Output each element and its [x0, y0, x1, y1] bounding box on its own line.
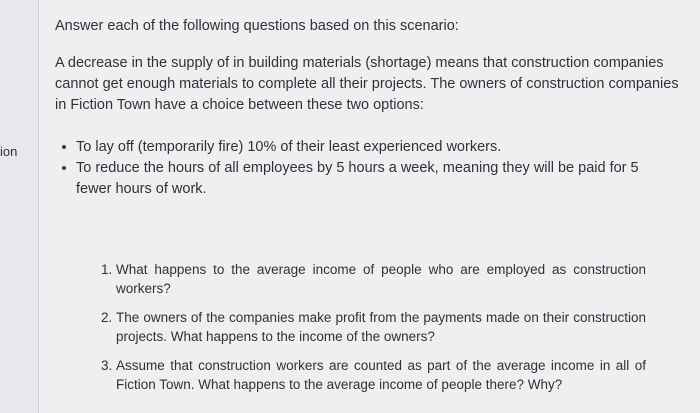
scenario-paragraph: A decrease in the supply of in building materials (shortage) means that construction companies cannot get enough materials to complete all their projects. The owners of construction companies in Fiction Town have a choice between these two options: [55, 55, 679, 113]
option-item [62, 137, 662, 158]
question-number: 3. [101, 358, 113, 373]
question-number: 1. [101, 262, 113, 277]
option-item [62, 158, 662, 200]
question-number: 2. [101, 310, 113, 325]
sidebar-label: ion [0, 144, 18, 159]
options-list [62, 137, 662, 200]
questions-list [101, 260, 646, 404]
question-text: Assume that construction workers are counted as part of the average income in all of Fiction Town. What happens to the average income of people there? Why? [116, 358, 646, 392]
option-text: To reduce the hours of all employees by 5 hours a week, meaning they will be paid for 5 fewer hours of work. [76, 160, 639, 197]
left-sidebar [0, 0, 39, 413]
question-item [101, 308, 646, 346]
question-item [101, 260, 646, 298]
question-text: What happens to the average income of people who are employed as construction workers? [116, 262, 646, 296]
instructions-heading: Answer each of the following questions based on this scenario: [55, 18, 459, 34]
question-item [101, 356, 646, 394]
question-text: The owners of the companies make profit from the payments made on their construction projects. What happens to the income of the owners? [116, 310, 646, 344]
option-text: To lay off (temporarily fire) 10% of their least experienced workers. [76, 139, 502, 155]
bullet-icon [62, 145, 66, 149]
bullet-icon [62, 166, 66, 170]
